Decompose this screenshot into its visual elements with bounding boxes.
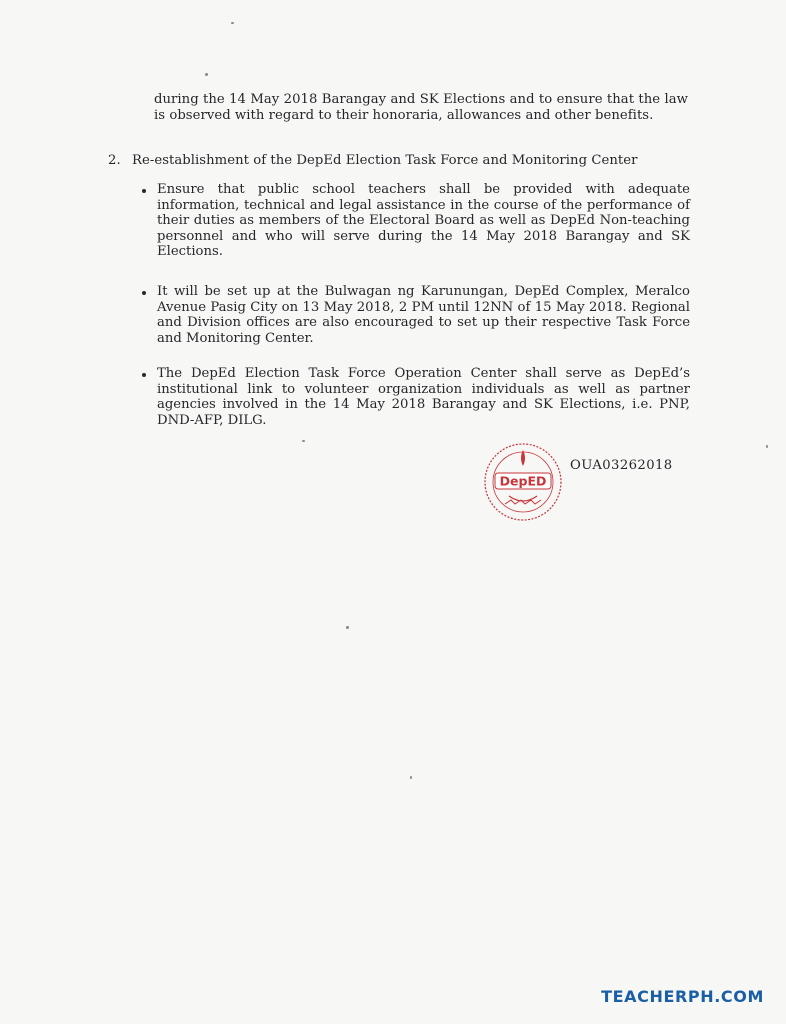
bullet-dot-icon xyxy=(142,373,146,377)
deped-seal-icon xyxy=(481,440,565,524)
scan-speck xyxy=(205,73,208,76)
bullet-text: Ensure that public school teachers shall be provided with adequate information, technical and legal assistance in the course of the performance of their duties as members of the Electoral Board as well as DepEd Non-teaching personnel and who will serve during the 14 May 2018 Barangay and SK Elections. xyxy=(157,182,690,260)
bullet-text: The DepEd Election Task Force Operation Center shall serve as DepEd’s institutional link to volunteer organization individuals as well as partner agencies involved in the 14 May 2018 Barangay and SK Elections, i.e. PNP, DND-AFP, DILG. xyxy=(157,366,690,428)
bullet-text: It will be set up at the Bulwagan ng Karunungan, DepEd Complex, Meralco Avenue Pasig City on 13 May 2018, 2 PM until 12NN of 15 May 2018. Regional and Division offices are also encouraged to set up their respective Task Force and Monitoring Center. xyxy=(157,284,690,346)
continuation-paragraph: during the 14 May 2018 Barangay and SK Elections and to ensure that the law is observed with regard to their honoraria, allowances and other benefits. xyxy=(154,92,688,123)
scan-speck xyxy=(766,445,768,448)
item-2-heading xyxy=(108,153,708,169)
bullet-dot-icon xyxy=(142,291,146,295)
bullet-dot-icon xyxy=(142,189,146,193)
scan-speck xyxy=(302,440,305,442)
item-2-title: Re-establishment of the DepEd Election Task Force and Monitoring Center xyxy=(132,153,638,168)
scan-speck xyxy=(410,776,412,779)
item-2-number: 2. xyxy=(108,153,121,168)
seal-logo-text: DepED xyxy=(499,473,547,489)
scan-speck xyxy=(231,22,234,24)
scan-speck xyxy=(346,626,349,629)
site-watermark: TEACHERPH.COM xyxy=(601,987,764,1006)
reference-code: OUA03262018 xyxy=(570,458,673,473)
